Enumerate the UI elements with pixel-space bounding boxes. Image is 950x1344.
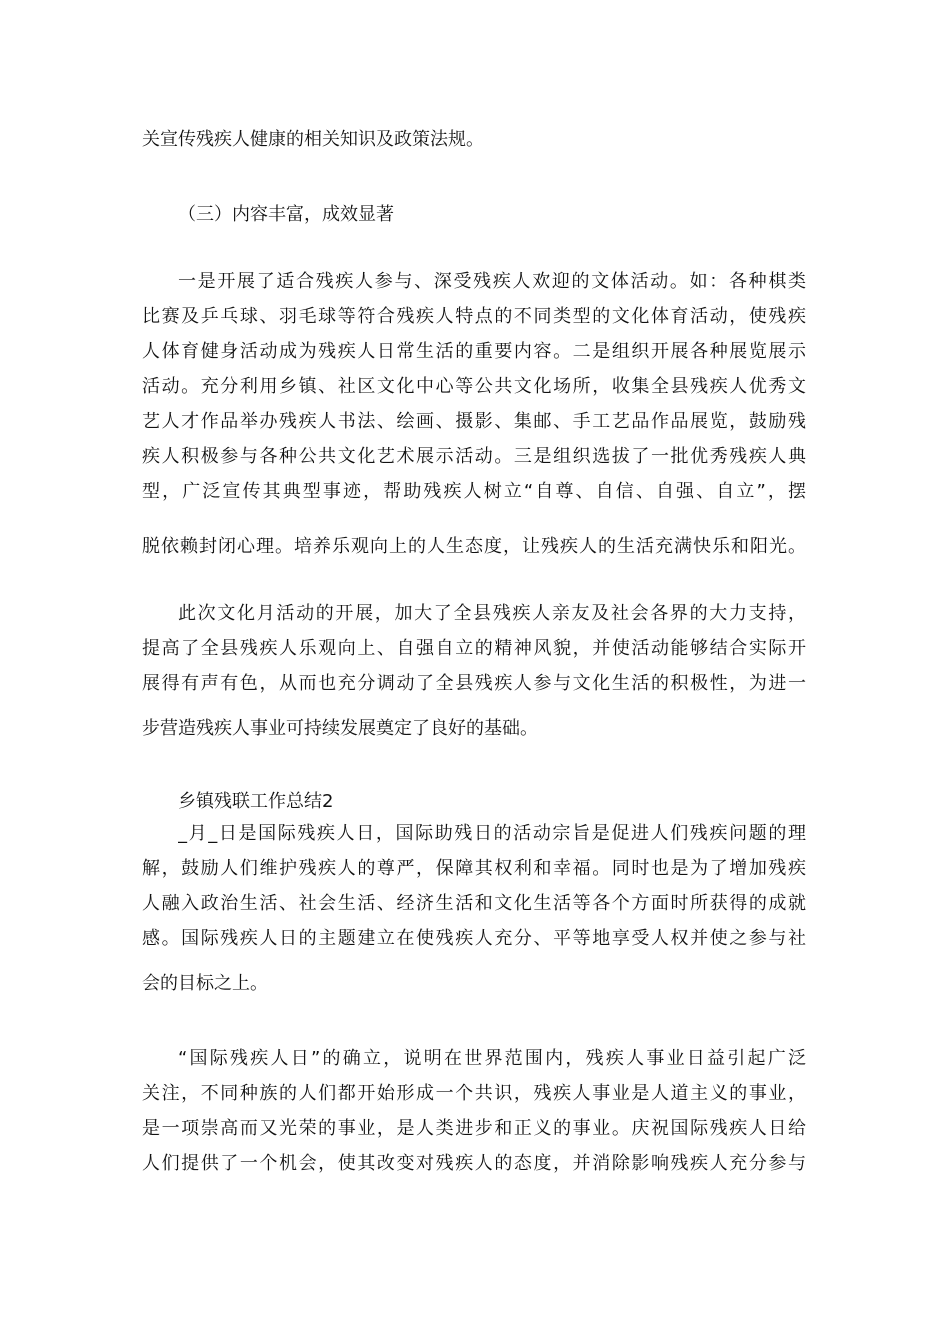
paragraph-line: 艺人才作品举办残疾人书法、绘画、摄影、集邮、手工艺品作品展览，鼓励残 <box>142 411 806 432</box>
paragraph-line: 人体育健身活动成为残疾人日常生活的重要内容。二是组织开展各种展览展示 <box>142 341 806 362</box>
paragraph-line: 一是开展了适合残疾人参与、深受残疾人欢迎的文体活动。如：各种棋类 <box>178 271 806 292</box>
paragraph-line: 解，鼓励人们维护残疾人的尊严，保障其权利和幸福。同时也是为了增加残疾 <box>142 858 806 879</box>
paragraph-line: 感。国际残疾人日的主题建立在使残疾人充分、平等地享受人权并使之参与社 <box>142 928 806 949</box>
paragraph-line: 疾人积极参与各种公共文化艺术展示活动。三是组织选拔了一批优秀残疾人典 <box>142 446 806 467</box>
section-title: 乡镇残联工作总结2 <box>178 791 334 812</box>
paragraph-line: 关注，不同种族的人们都开始形成一个共识，残疾人事业是人道主义的事业， <box>142 1083 806 1104</box>
paragraph-line: 比赛及乒乓球、羽毛球等符合残疾人特点的不同类型的文化体育活动，使残疾 <box>142 306 806 327</box>
paragraph-line: 展得有声有色，从而也充分调动了全县残疾人参与文化生活的积极性，为进一 <box>142 673 806 694</box>
paragraph-line: 提高了全县残疾人乐观向上、自强自立的精神风貌，并使活动能够结合实际开 <box>142 638 806 659</box>
paragraph-line: _月_日是国际残疾人日，国际助残日的活动宗旨是促进人们残疾问题的理 <box>178 823 806 844</box>
paragraph-line: 型，广泛宣传其典型事迹，帮助残疾人树立“自尊、自信、自强、自立”，摆 <box>142 481 806 502</box>
paragraph-line: 脱依赖封闭心理。培养乐观向上的人生态度，让残疾人的生活充满快乐和阳光。 <box>142 536 806 557</box>
paragraph-line: 步营造残疾人事业可持续发展奠定了良好的基础。 <box>142 718 538 739</box>
paragraph-line: 人融入政治生活、社会生活、经济生活和文化生活等各个方面时所获得的成就 <box>142 893 806 914</box>
section-heading: （三）内容丰富，成效显著 <box>178 204 394 225</box>
paragraph-line: 此次文化月活动的开展，加大了全县残疾人亲友及社会各界的大力支持， <box>178 603 806 624</box>
paragraph-line: 会的目标之上。 <box>142 973 268 994</box>
paragraph-line: 是一项崇高而又光荣的事业，是人类进步和正义的事业。庆祝国际残疾人日给 <box>142 1118 806 1139</box>
paragraph-line: 活动。充分利用乡镇、社区文化中心等公共文化场所，收集全县残疾人优秀文 <box>142 376 806 397</box>
paragraph-line: 人们提供了一个机会，使其改变对残疾人的态度，并消除影响残疾人充分参与 <box>142 1153 806 1174</box>
paragraph-line: “国际残疾人日”的确立，说明在世界范围内，残疾人事业日益引起广泛 <box>178 1048 806 1069</box>
paragraph-line: 关宣传残疾人健康的相关知识及政策法规。 <box>142 129 484 150</box>
